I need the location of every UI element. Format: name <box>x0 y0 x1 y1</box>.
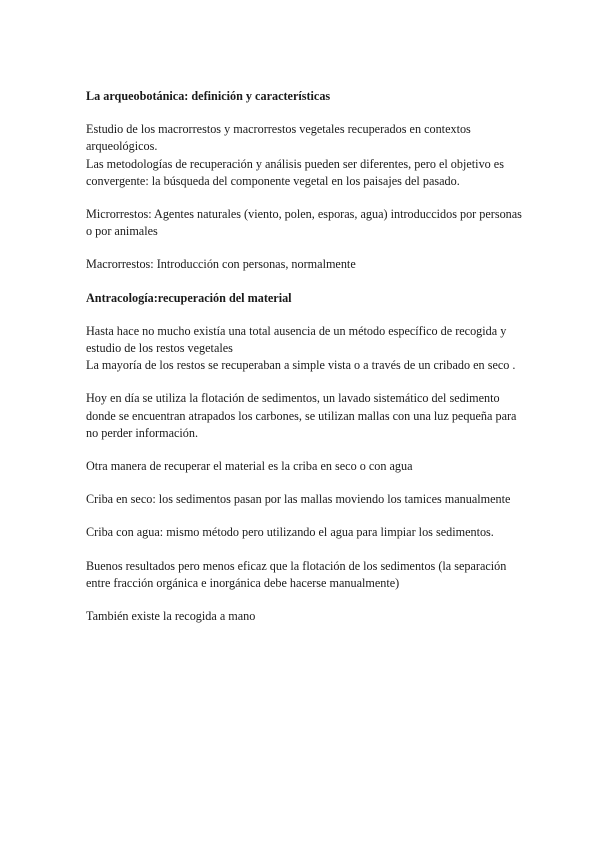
paragraph-recogida-mano: También existe la recogida a mano <box>86 609 256 624</box>
paragraph-line: Las metodologías de recuperación y análisis pueden ser diferentes, pero el objetivo es convergente: la búsqueda del componente vegetal en los paisajes del pasado. <box>86 156 504 188</box>
paragraph-criba: Otra manera de recuperar el material es la criba en seco o con agua <box>86 459 413 474</box>
paragraph-definition <box>86 121 526 190</box>
paragraph-microrrestos: Microrrestos: Agentes naturales (viento, polen, esporas, agua) introduccidos por personas o por animales <box>86 207 522 239</box>
paragraph-criba-seco: Criba en seco: los sedimentos pasan por las mallas moviendo los tamices manualmente <box>86 492 511 507</box>
paragraph-line: La mayoría de los restos se recuperaban a simple vista o a través de un cribado en seco . <box>86 358 516 373</box>
paragraph-line: Estudio de los macrorrestos y macrorrestos vegetales recuperados en contextos arqueológicos. <box>86 122 471 154</box>
section-heading-antracologia: Antracología:recuperación del material <box>86 290 292 305</box>
document-page <box>86 88 526 641</box>
section-heading-arqueobotanica: La arqueobotánica: definición y características <box>86 89 331 103</box>
paragraph-flotacion: Hoy en día se utiliza la flotación de sedimentos, un lavado sistemático del sedimento donde se encuentran atrapados los carbones, se utilizan mallas con una luz pequeña para no perder información. <box>86 391 517 440</box>
paragraph-resultados: Buenos resultados pero menos eficaz que la flotación de los sedimentos (la separación entre fracción orgánica e inorgánica debe hacerse manualmente) <box>86 558 507 590</box>
paragraph-line: Hasta hace no mucho existía una total ausencia de un método específico de recogida y estudio de los restos vegetales <box>86 323 507 356</box>
paragraph-history <box>86 323 526 375</box>
paragraph-macrorrestos: Macrorrestos: Introducción con personas, normalmente <box>86 257 356 272</box>
paragraph-criba-agua: Criba con agua: mismo método pero utilizando el agua para limpiar los sedimentos. <box>86 525 494 540</box>
